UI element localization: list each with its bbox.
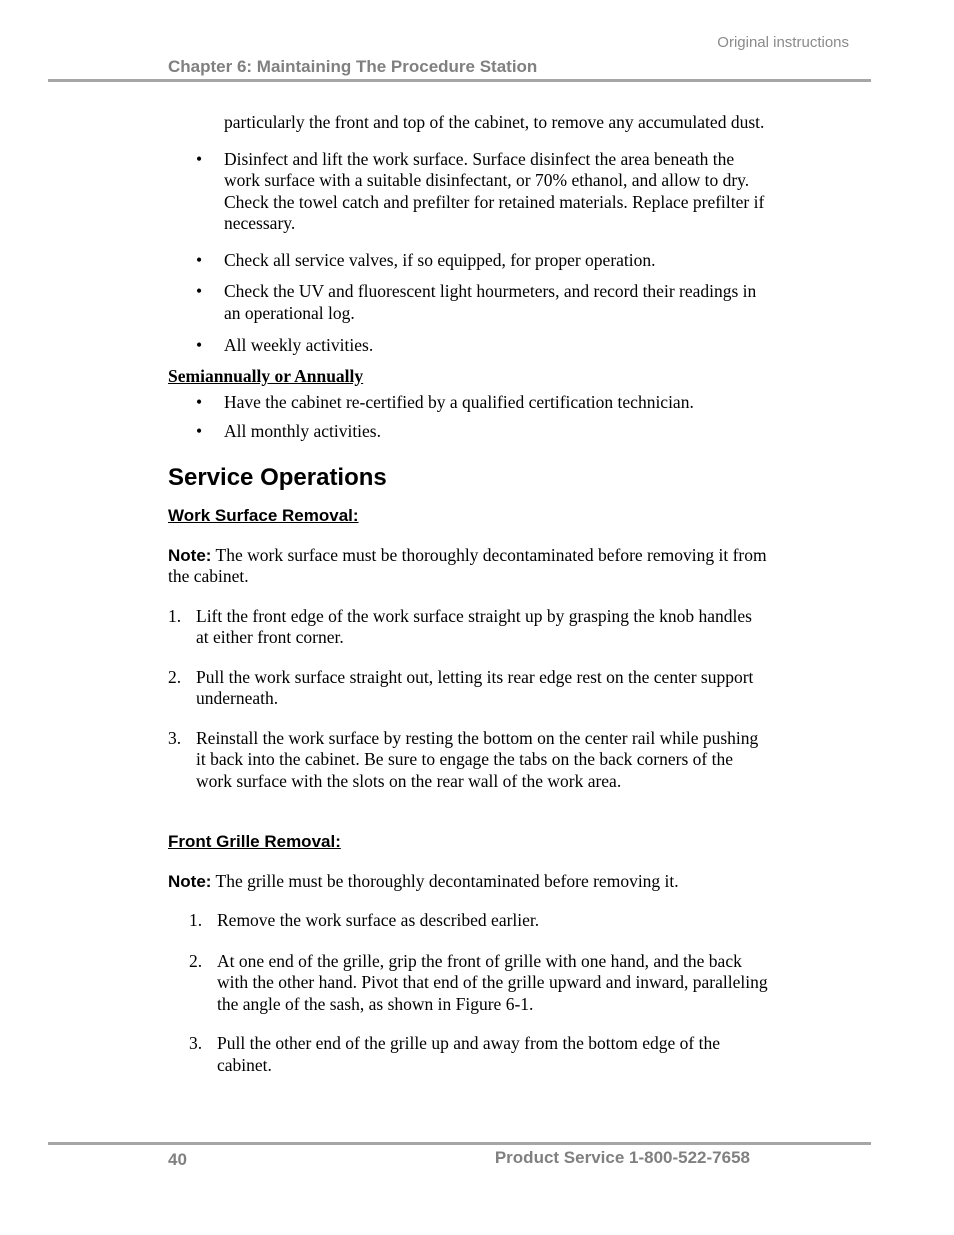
page-number: 40 xyxy=(168,1150,187,1169)
note-label: Note: xyxy=(168,871,212,891)
note-text: The work surface must be thoroughly decontaminated before removing it from the cabinet. xyxy=(168,544,767,586)
bullet-item: • Have the cabinet re-certified by a qualified certification technician. xyxy=(168,392,768,414)
numbered-step: 3. Pull the other end of the grille up and away from the bottom edge of the cabinet. xyxy=(189,1033,720,1075)
numbered-step: 1. Lift the front edge of the work surface straight up by grasping the knob handles at either front corner. xyxy=(168,605,752,647)
note-label: Note: xyxy=(168,545,212,565)
note-text: The grille must be thoroughly decontaminated before removing it. xyxy=(215,870,679,891)
numbered-step: 2. Pull the work surface straight out, letting its rear edge rest on the center support underneath. xyxy=(168,666,754,708)
bullet-item: • Check the UV and fluorescent light hourmeters, and record their readings in an operational log. xyxy=(168,281,768,324)
original-instructions-label: Original instructions xyxy=(717,34,849,51)
continuation-paragraph: particularly the front and top of the cabinet, to remove any accumulated dust. xyxy=(224,112,765,132)
numbered-step: 2. At one end of the grille, grip the front of grille with one hand, and the back with the other hand. Pivot that end of the grille upward and inward, paralleling the angle of the sash, as shown in Figure 6-1. xyxy=(189,950,768,1014)
front-grille-heading: Front Grille Removal: xyxy=(168,832,341,851)
footer-rule xyxy=(48,1142,871,1145)
work-surface-note xyxy=(168,545,768,588)
work-surface-heading: Work Surface Removal: xyxy=(168,506,359,525)
numbered-step: 3. Reinstall the work surface by resting the bottom on the center rail while pushing it back into the cabinet. Be sure to engage the tabs on the back corners of the work surface with the slots on the rear wall of the work area. xyxy=(168,727,759,791)
product-service-line: Product Service 1-800-522-7658 xyxy=(494,1148,750,1167)
numbered-step: 1. Remove the work surface as described earlier. xyxy=(189,910,540,930)
bullet-item: • All monthly activities. xyxy=(168,421,768,443)
bullet-item: • All weekly activities. xyxy=(168,335,768,357)
front-grille-note xyxy=(168,871,768,893)
bullet-item: • Disinfect and lift the work surface. Surface disinfect the area beneath the work surface with a suitable disinfectant, or 70% ethanol, and allow to dry. Check the towel catch and prefilter for retained materials. Replace prefilter if necessary. xyxy=(168,149,768,235)
semiannual-heading: Semiannually or Annually xyxy=(168,365,364,386)
header-rule xyxy=(48,79,871,82)
chapter-title: Chapter 6: Maintaining The Procedure Station xyxy=(168,57,538,76)
bullet-item: • Check all service valves, if so equipped, for proper operation. xyxy=(168,250,768,272)
page-body xyxy=(168,112,768,1076)
section-heading: Service Operations xyxy=(168,464,387,491)
